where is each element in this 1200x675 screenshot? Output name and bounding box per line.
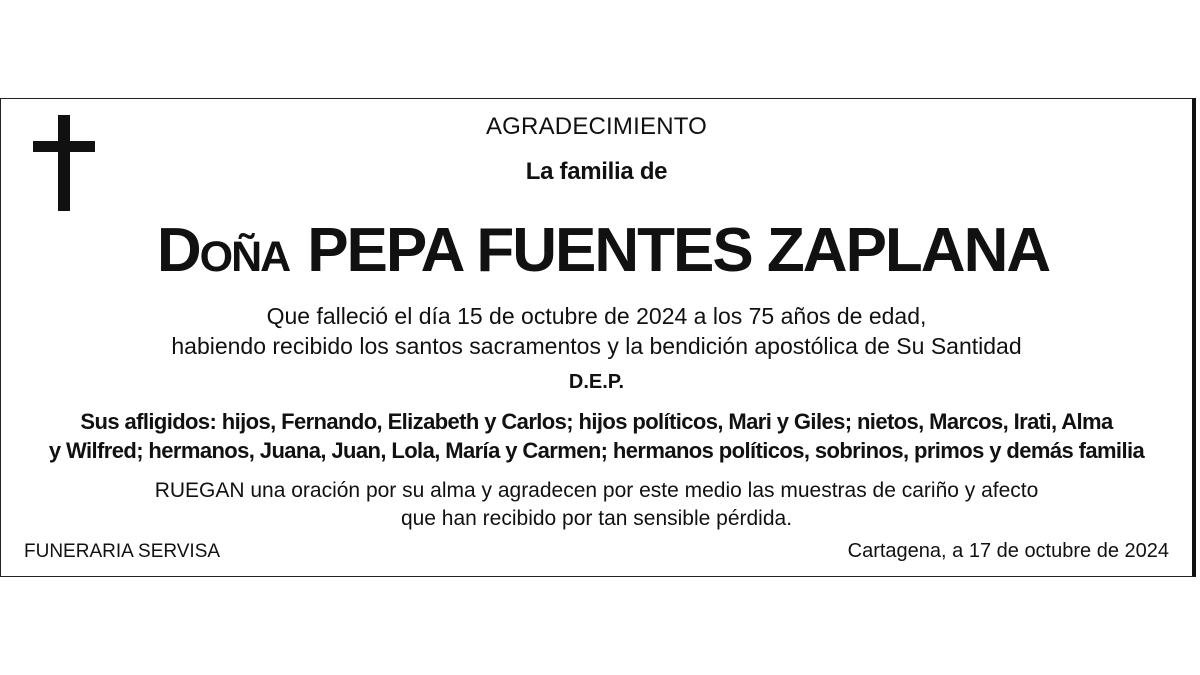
mourners-line-1: Sus afligidos: hijos, Fernando, Elizabeth y Carlos; hijos políticos, Mari y Giles; nietos, Marcos, Irati, Alma xyxy=(80,409,1113,434)
prayer-request-line-1: RUEGAN una oración por su alma y agradecen por este medio las muestras de cariño y afecto xyxy=(154,479,1039,502)
notice-heading: AGRADECIMIENTO xyxy=(485,113,708,140)
family-intro: La familia de xyxy=(525,158,668,185)
rest-in-peace: D.E.P. xyxy=(568,371,625,393)
place-and-date: Cartagena, a 17 de octubre de 2024 xyxy=(847,540,1169,562)
deceased-name: PEPA FUENTES ZAPLANA xyxy=(307,216,1050,285)
prayer-request-line-2: que han recibido por tan sensible pérdida. xyxy=(400,507,793,530)
deceased-name-line xyxy=(43,211,1163,291)
obituary-notice xyxy=(0,98,1196,577)
funeral-home: FUNERARIA SERVISA xyxy=(24,541,221,562)
honorific: Doña xyxy=(156,216,290,285)
cross-horizontal-bar xyxy=(33,141,95,152)
death-details-line-1: Que falleció el día 15 de octubre de 2024 a los 75 años de edad, xyxy=(266,303,927,329)
death-details-line-2: habiendo recibido los santos sacramentos y la bendición apostólica de Su Santidad xyxy=(171,333,1022,359)
mourners-line-2: y Wilfred; hermanos, Juana, Juan, Lola, María y Carmen; hermanos políticos, sobrinos, primos y demás familia xyxy=(48,438,1145,463)
